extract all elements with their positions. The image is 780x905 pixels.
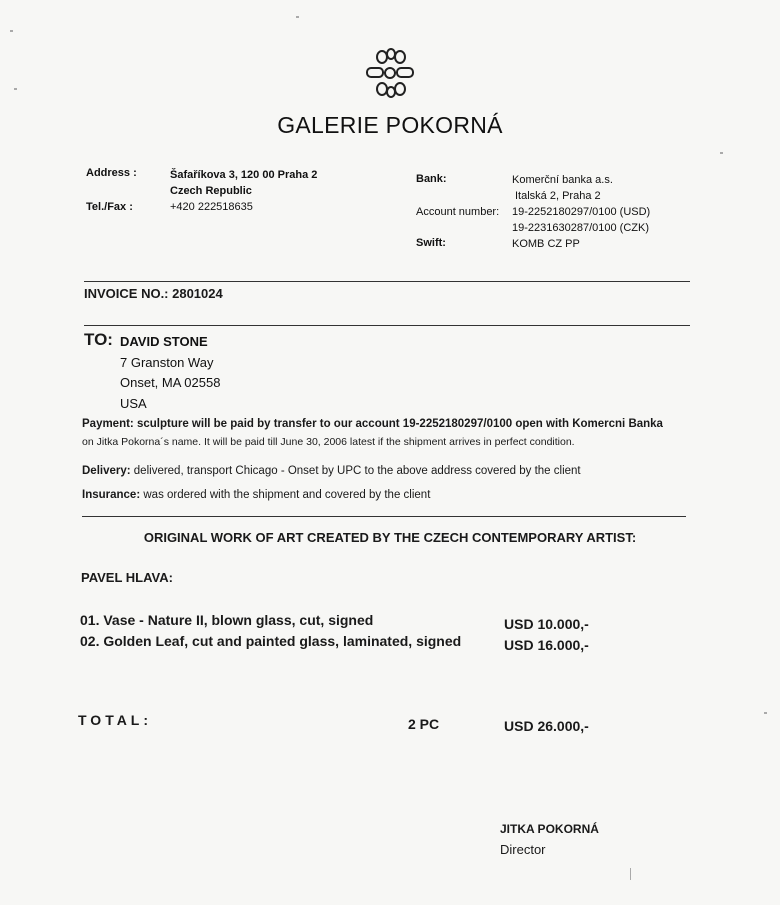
- recipient-name: DAVID STONE: [120, 334, 208, 349]
- divider-invoice: [84, 325, 690, 326]
- scan-speck: [720, 152, 723, 154]
- gallery-logo-icon: [360, 46, 420, 100]
- scan-speck: [630, 868, 631, 880]
- delivery-label: Delivery:: [82, 465, 131, 477]
- account-usd: 19-2252180297/0100 (USD): [512, 206, 651, 218]
- account-czk: 19-2231630287/0100 (CZK): [512, 222, 649, 234]
- delivery-text: delivered, transport Chicago - Onset by UPC to the above address covered by the client: [130, 465, 581, 477]
- signatory-role: Director: [500, 842, 546, 857]
- payment-line2: on Jitka Pokorna´s name. It will be paid till June 30, 2006 latest if the shipment arrives in perfect condition.: [82, 436, 575, 448]
- signatory-name: JITKA POKORNÁ: [500, 822, 599, 836]
- bank-label: Bank:: [416, 173, 447, 185]
- divider-terms: [82, 516, 686, 517]
- telfax-label: Tel./Fax :: [86, 201, 133, 213]
- insurance-label: Insurance:: [82, 489, 141, 501]
- scan-speck: [14, 88, 17, 90]
- insurance-text: was ordered with the shipment and covered by the client: [140, 489, 431, 501]
- address-line1: Šafaříkova 3, 120 00 Praha 2: [170, 169, 318, 181]
- scan-speck: [10, 30, 13, 32]
- artwork-heading: ORIGINAL WORK OF ART CREATED BY THE CZECH CONTEMPORARY ARTIST:: [143, 530, 637, 545]
- account-label: Account number:: [416, 206, 500, 218]
- line-item-label: 02. Golden Leaf, cut and painted glass, laminated, signed: [80, 633, 462, 649]
- line-item-label: 01. Vase - Nature II, blown glass, cut, signed: [80, 612, 374, 628]
- artist-name: PAVEL HLAVA:: [81, 570, 173, 585]
- recipient-country: USA: [120, 396, 147, 411]
- scan-speck: [764, 712, 767, 714]
- payment-label: Payment:: [82, 418, 134, 430]
- divider-top: [84, 281, 690, 282]
- bank-name: Komerční banka a.s.: [512, 174, 613, 186]
- swift-label: Swift:: [416, 237, 446, 249]
- recipient-city: Onset, MA 02558: [120, 375, 221, 390]
- payment-terms: [82, 415, 692, 451]
- payment-line1: sculpture will be paid by transfer to our account 19-2252180297/0100 open with Komercni Banka: [133, 418, 663, 430]
- delivery-terms: [82, 462, 692, 480]
- address-line2: Czech Republic: [170, 185, 252, 197]
- line-item-price: USD 10.000,-: [504, 616, 589, 632]
- gallery-name: GALERIE POKORNÁ: [277, 112, 503, 138]
- invoice-number: INVOICE NO.: 2801024: [84, 286, 223, 301]
- total-label: TOTAL:: [78, 712, 153, 728]
- insurance-terms: [82, 486, 692, 504]
- scan-speck: [296, 16, 299, 18]
- line-item-price: USD 16.000,-: [504, 637, 589, 653]
- bank-address: Italská 2, Praha 2: [515, 190, 601, 202]
- telfax-value: +420 222518635: [170, 201, 253, 213]
- total-quantity: 2 PC: [408, 716, 440, 732]
- recipient-street: 7 Granston Way: [120, 355, 214, 370]
- to-label: TO:: [84, 330, 113, 349]
- swift-value: KOMB CZ PP: [512, 238, 580, 250]
- total-amount: USD 26.000,-: [504, 718, 589, 734]
- address-label: Address :: [86, 167, 137, 179]
